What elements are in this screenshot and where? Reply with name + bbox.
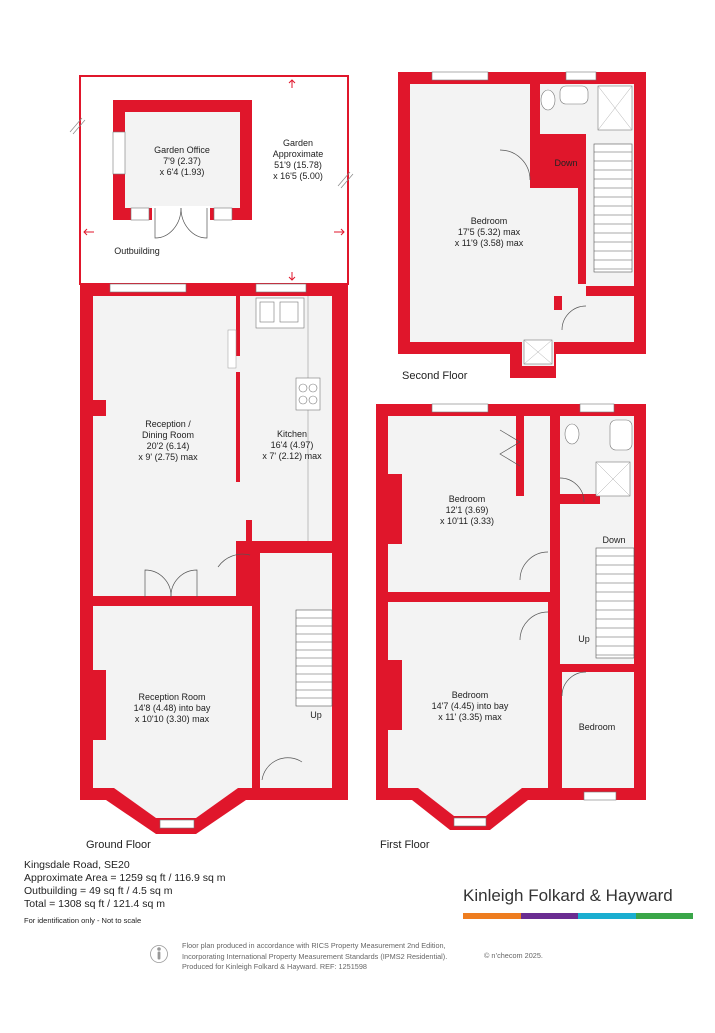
garden-dim2: x 16'5 (5.00) [273,171,323,181]
first-floor-title: First Floor [380,839,430,851]
approximate-area: Approximate Area = 1259 sq ft / 116.9 sq m [24,872,226,884]
brand-bar-purple [521,913,579,919]
reception-room-name: Reception Room [138,692,206,702]
footer-line-2: Incorporating International Property Measurement Standards (IPMS2 Residential). [182,951,448,961]
ground-floor-title: Ground Floor [86,839,151,851]
first-floor [376,404,646,830]
outbuilding-area: Outbuilding = 49 sq ft / 4.5 sq m [24,885,173,897]
identification-note: For identification only - Not to scale [24,916,142,925]
kitchen-dim1: 16'4 (4.97) [270,440,314,450]
property-address: Kingsdale Road, SE20 [24,859,130,871]
garden-approx: Approximate [272,149,324,159]
brand-color-bar [463,913,693,919]
first-bedroom-rear-name: Bedroom [448,494,486,504]
garden-office-dim1: 7'9 (2.37) [163,156,201,166]
copyright-text: © n’checom 2025. [484,951,543,960]
second-floor [398,72,646,378]
second-bedroom-dim2: x 11'9 (3.58) max [454,238,524,248]
first-bedroom-front-name: Bedroom [451,690,489,700]
ground-stairs-up-label: Up [310,710,322,720]
ground-floor [80,284,348,834]
first-bedroom-front-dim1: 14'7 (4.45) into bay [431,701,509,711]
property-info [24,859,225,927]
garden-office-name: Garden Office [154,145,210,155]
brand-logo: Kinleigh Folkard & Hayward [463,886,673,905]
reception-dining-dim1: 20'2 (6.14) [146,441,190,451]
reception-room-dim2: x 10'10 (3.30) max [134,714,210,724]
brand-bar-green [636,913,694,919]
garden-dim1: 51'9 (15.78) [274,160,322,170]
outbuilding-label: Outbuilding [114,246,160,256]
reception-dining-name1: Reception / [145,419,191,429]
reception-dining-dim2: x 9' (2.75) max [138,452,198,462]
garden-office-dim2: x 6'4 (1.93) [159,167,205,177]
second-floor-title: Second Floor [402,370,468,382]
first-bedroom-small-name: Bedroom [578,722,616,732]
reception-dining-name2: Dining Room [141,430,195,440]
first-bedroom-rear-dim1: 12'1 (3.69) [445,505,489,515]
first-stairs-up-label: Up [578,634,590,644]
reception-room-dim1: 14'8 (4.48) into bay [133,703,211,713]
first-bedroom-rear-dim2: x 10'11 (3.33) [439,516,495,526]
footer-line-3: Produced for Kinleigh Folkard & Hayward. REF: 1251598 [182,962,367,971]
second-bedroom-dim1: 17'5 (5.32) max [457,227,521,237]
garden-name: Garden [282,138,314,148]
second-stairs-down-label: Down [554,158,578,168]
kitchen-dim2: x 7' (2.12) max [262,451,322,461]
footer-line-1: Floor plan produced in accordance with RICS Property Measurement 2nd Edition, [182,941,446,950]
first-bedroom-front-dim2: x 11' (3.35) max [438,712,502,722]
total-area: Total = 1308 sq ft / 121.4 sq m [24,898,165,910]
person-icon [150,942,168,966]
brand-bar-orange [463,913,521,919]
first-stairs-down-label: Down [602,535,626,545]
kitchen-name: Kitchen [276,429,308,439]
footer-statement [182,941,447,973]
brand-bar-cyan [578,913,636,919]
second-bedroom-name: Bedroom [470,216,508,226]
